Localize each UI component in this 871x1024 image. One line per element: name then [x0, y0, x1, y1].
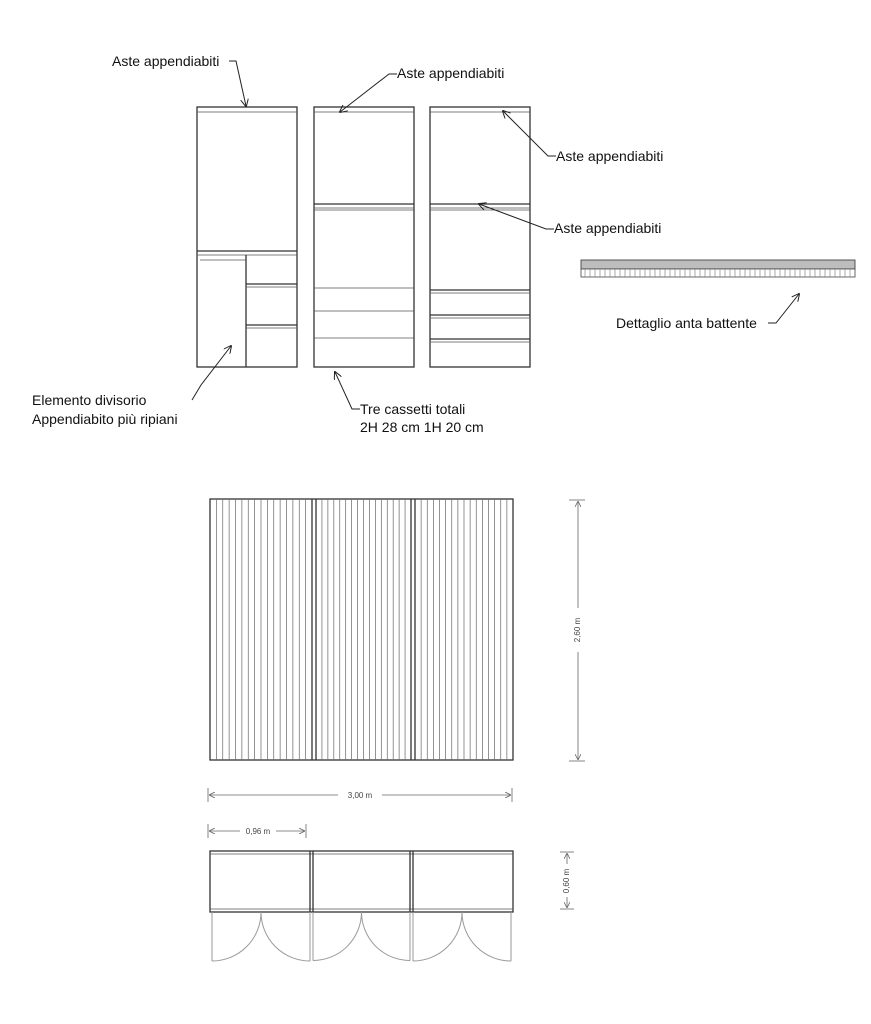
- door-detail-label: Dettaglio anta battente: [616, 315, 757, 331]
- module-width-label: 0,96 m: [245, 827, 271, 836]
- module-1-elevation: [197, 107, 297, 367]
- door-swing-arc: [261, 912, 310, 961]
- drawers-label-line1: Tre cassetti totali: [360, 401, 466, 417]
- module-3-elevation: [430, 107, 530, 367]
- plan-view: [210, 851, 513, 961]
- width-label: 3,00 m: [347, 791, 373, 800]
- rod-label-4: Aste appendiabiti: [554, 220, 662, 236]
- height-label: 2,60 m: [573, 617, 583, 643]
- door-swing-arc: [413, 912, 462, 961]
- annotation-rod-4: [479, 204, 661, 236]
- rod-label-2: Aste appendiabiti: [397, 65, 505, 81]
- annotation-drawers: [335, 372, 484, 435]
- door-swing-arc: [212, 912, 261, 961]
- divider-label-line2: Appendiabito più ripiani: [32, 411, 178, 427]
- rod-label-3: Aste appendiabiti: [556, 148, 664, 164]
- depth-dimension: [560, 852, 574, 909]
- annotation-rod-2: [340, 65, 504, 112]
- height-dimension: [569, 500, 585, 761]
- module-width-dimension: [208, 824, 306, 838]
- door-swing-arc: [462, 912, 511, 961]
- door-swing-arc: [362, 912, 411, 961]
- door-detail: [581, 260, 855, 331]
- rod-label-1: Aste appendiabiti: [112, 53, 220, 69]
- annotation-rod-3: [503, 111, 663, 164]
- width-dimension: [208, 788, 512, 802]
- divider-label-line1: Elemento divisorio: [32, 392, 147, 408]
- annotation-rod-1: [112, 53, 246, 106]
- drawers-label-line2: 2H 28 cm 1H 20 cm: [360, 419, 484, 435]
- door-swing-arc: [313, 912, 362, 961]
- annotation-divider: [32, 346, 231, 427]
- depth-label: 0,60 m: [562, 868, 572, 894]
- module-2-elevation: [314, 107, 414, 367]
- front-elevation: [210, 499, 513, 760]
